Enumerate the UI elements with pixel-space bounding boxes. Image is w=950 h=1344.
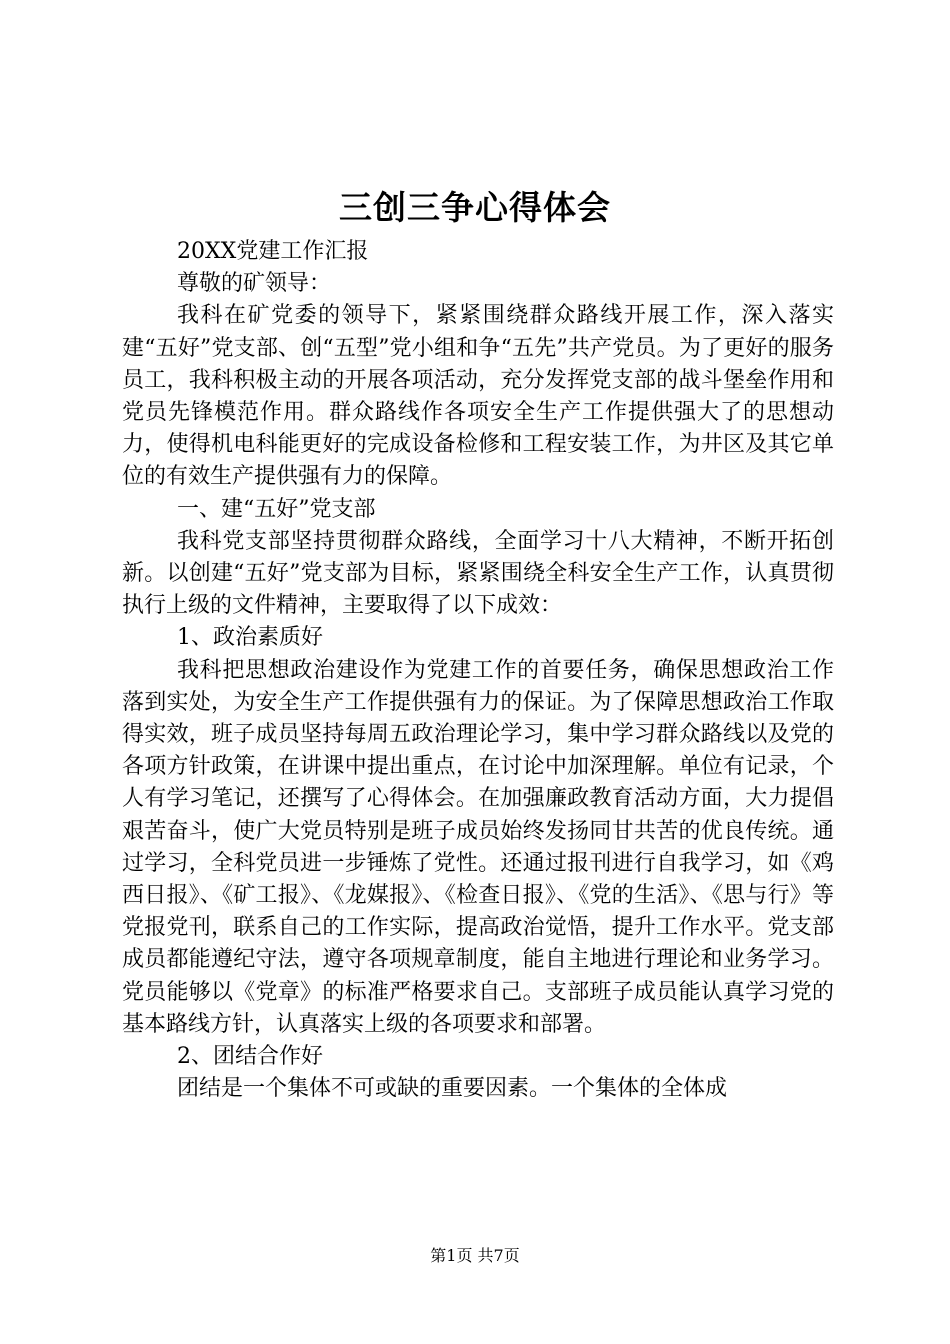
paragraph-salutation: 尊敬的矿领导： [177, 271, 332, 297]
subheading-political-quality: 1、政治素质好 [177, 625, 323, 651]
section-heading-1: 一、建“五好”党支部 [177, 496, 376, 522]
paragraph-teamwork: 团结是一个集体不可或缺的重要因素。一个集体的全体成 [177, 1076, 728, 1102]
paragraph-report-heading: 20XX党建工作汇报 [177, 239, 369, 264]
paragraph-section-1: 我科党支部坚持贯彻群众路线，全面学习十八大精神，不断开拓创新。以创建“五好”党支部为目标，紧紧围绕全科安全生产工作，认真贯彻执行上级的文件精神，主要取得了以下成效： [122, 528, 834, 619]
document-body [122, 236, 834, 1105]
subheading-teamwork: 2、团结合作好 [177, 1044, 323, 1070]
page-footer: 第1页 共7页 [430, 1246, 520, 1265]
document-title: 三创三争心得体会 [339, 188, 611, 227]
paragraph-political-quality: 我科把思想政治建设作为党建工作的首要任务，确保思想政治工作落到实处，为安全生产工作提供强有力的保证。为了保障思想政治工作取得实效，班子成员坚持每周五政治理论学习，集中学习群众路线以及党的各项方针政策，在讲课中提出重点，在讨论中加深理解。单位有记录，个人有学习笔记，还撰写了心得体会。在加强廉政教育活动方面，大力提倡艰苦奋斗，使广大党员特别是班子成员始终发扬同甘共苦的优良传统。通过学习，全科党员进一步锤炼了党性。还通过报刊进行自我学习，如《鸡西日报》、《矿工报》、《龙媒报》、《检查日报》、《党的生活》、《思与行》等党报党刊，联系自己的工作实际，提高政治觉悟，提升工作水平。党支部成员都能遵纪守法，遵守各项规章制度，能自主地进行理论和业务学习。党员能够以《党章》的标准严格要求自己。支部班子成员能认真学习党的基本路线方针，认真落实上级的各项要求和部署。 [122, 657, 834, 1037]
paragraph-intro: 我科在矿党委的领导下，紧紧围绕群众路线开展工作，深入落实建“五好”党支部、创“五型”党小组和争“五先”共产党员。为了更好的服务员工，我科积极主动的开展各项活动，充分发挥党支部的战斗堡垒作用和党员先锋模范作用。群众路线作各项安全生产工作提供强大了的思想动力，使得机电科能更好的完成设备检修和工程安装工作，为井区及其它单位的有效生产提供强有力的保障。 [122, 303, 834, 490]
